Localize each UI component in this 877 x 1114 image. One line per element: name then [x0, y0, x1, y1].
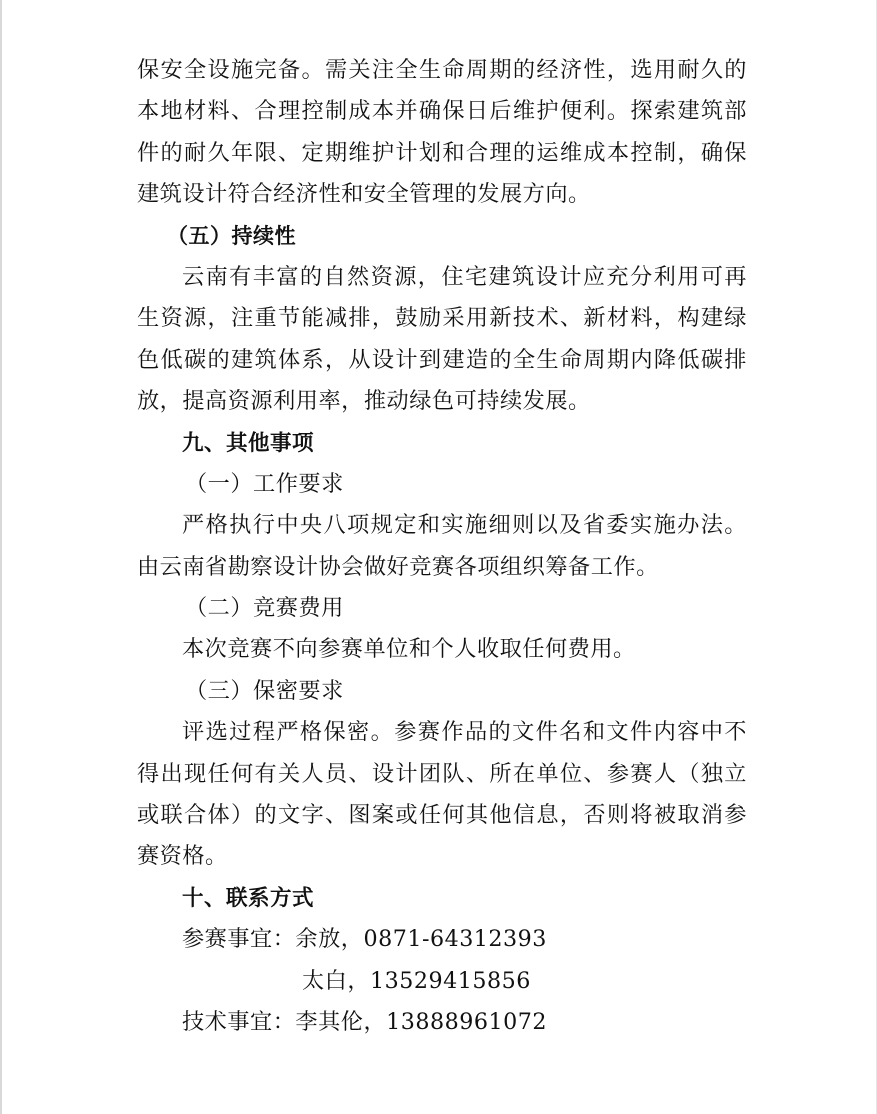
- section-title-contact: 十、联系方式: [182, 885, 315, 911]
- paragraph-line: 保安全设施完备。需关注全生命周期的经济性，选用耐久的: [137, 57, 747, 83]
- paragraph-line: 本次竞赛不向参赛单位和个人收取任何费用。: [182, 636, 636, 663]
- section-title-sustainability: （五）持续性: [167, 223, 296, 248]
- document-body: [137, 50, 747, 1043]
- paragraph-line: 云南有丰富的自然资源，住宅建筑设计应充分利用可再: [182, 263, 747, 290]
- paragraph-line: 件的耐久年限、定期维护计划和合理的运维成本控制，确保: [137, 139, 747, 166]
- section-title-other-matters: 九、其他事项: [182, 430, 315, 456]
- paragraph-line: 由云南省勘察设计协会做好竞赛各项组织筹备工作。: [137, 553, 659, 580]
- contact-line-competition-2: 太白，13529415856: [302, 967, 531, 994]
- paragraph-line: 评选过程严格保密。参赛作品的文件名和文件内容中不: [182, 719, 747, 746]
- paragraph-line: 色低碳的建筑体系，从设计到建造的全生命周期内降低碳排: [137, 346, 747, 373]
- contact-line-competition: 参赛事宜：余放，0871-64312393: [182, 926, 547, 953]
- paragraph-line: 或联合体）的文字、图案或任何其他信息，否则将被取消参: [137, 802, 747, 829]
- paragraph-line: 得出现任何有关人员、设计团队、所在单位、参赛人（独立: [137, 760, 747, 787]
- subsection-title-fees: （二）竞赛费用: [185, 595, 344, 622]
- contact-line-technical: 技术事宜：李其伦，13888961072: [182, 1008, 547, 1035]
- subsection-title-work-requirements: （一）工作要求: [185, 470, 344, 497]
- paragraph-line: 本地材料、合理控制成本并确保日后维护便利。探索建筑部: [137, 98, 747, 125]
- paragraph-line: 赛资格。: [137, 843, 228, 870]
- paragraph-line: 建筑设计符合经济性和安全管理的发展方向。: [137, 181, 591, 208]
- paragraph-line: 严格执行中央八项规定和实施细则以及省委实施办法。: [182, 512, 747, 539]
- subsection-title-confidentiality: （三）保密要求: [185, 677, 344, 704]
- paragraph-line: 生资源，注重节能减排，鼓励采用新技术、新材料，构建绿: [137, 305, 747, 332]
- page-left-border: [0, 0, 2, 1114]
- paragraph-line: 放，提高资源利用率，推动绿色可持续发展。: [137, 388, 591, 415]
